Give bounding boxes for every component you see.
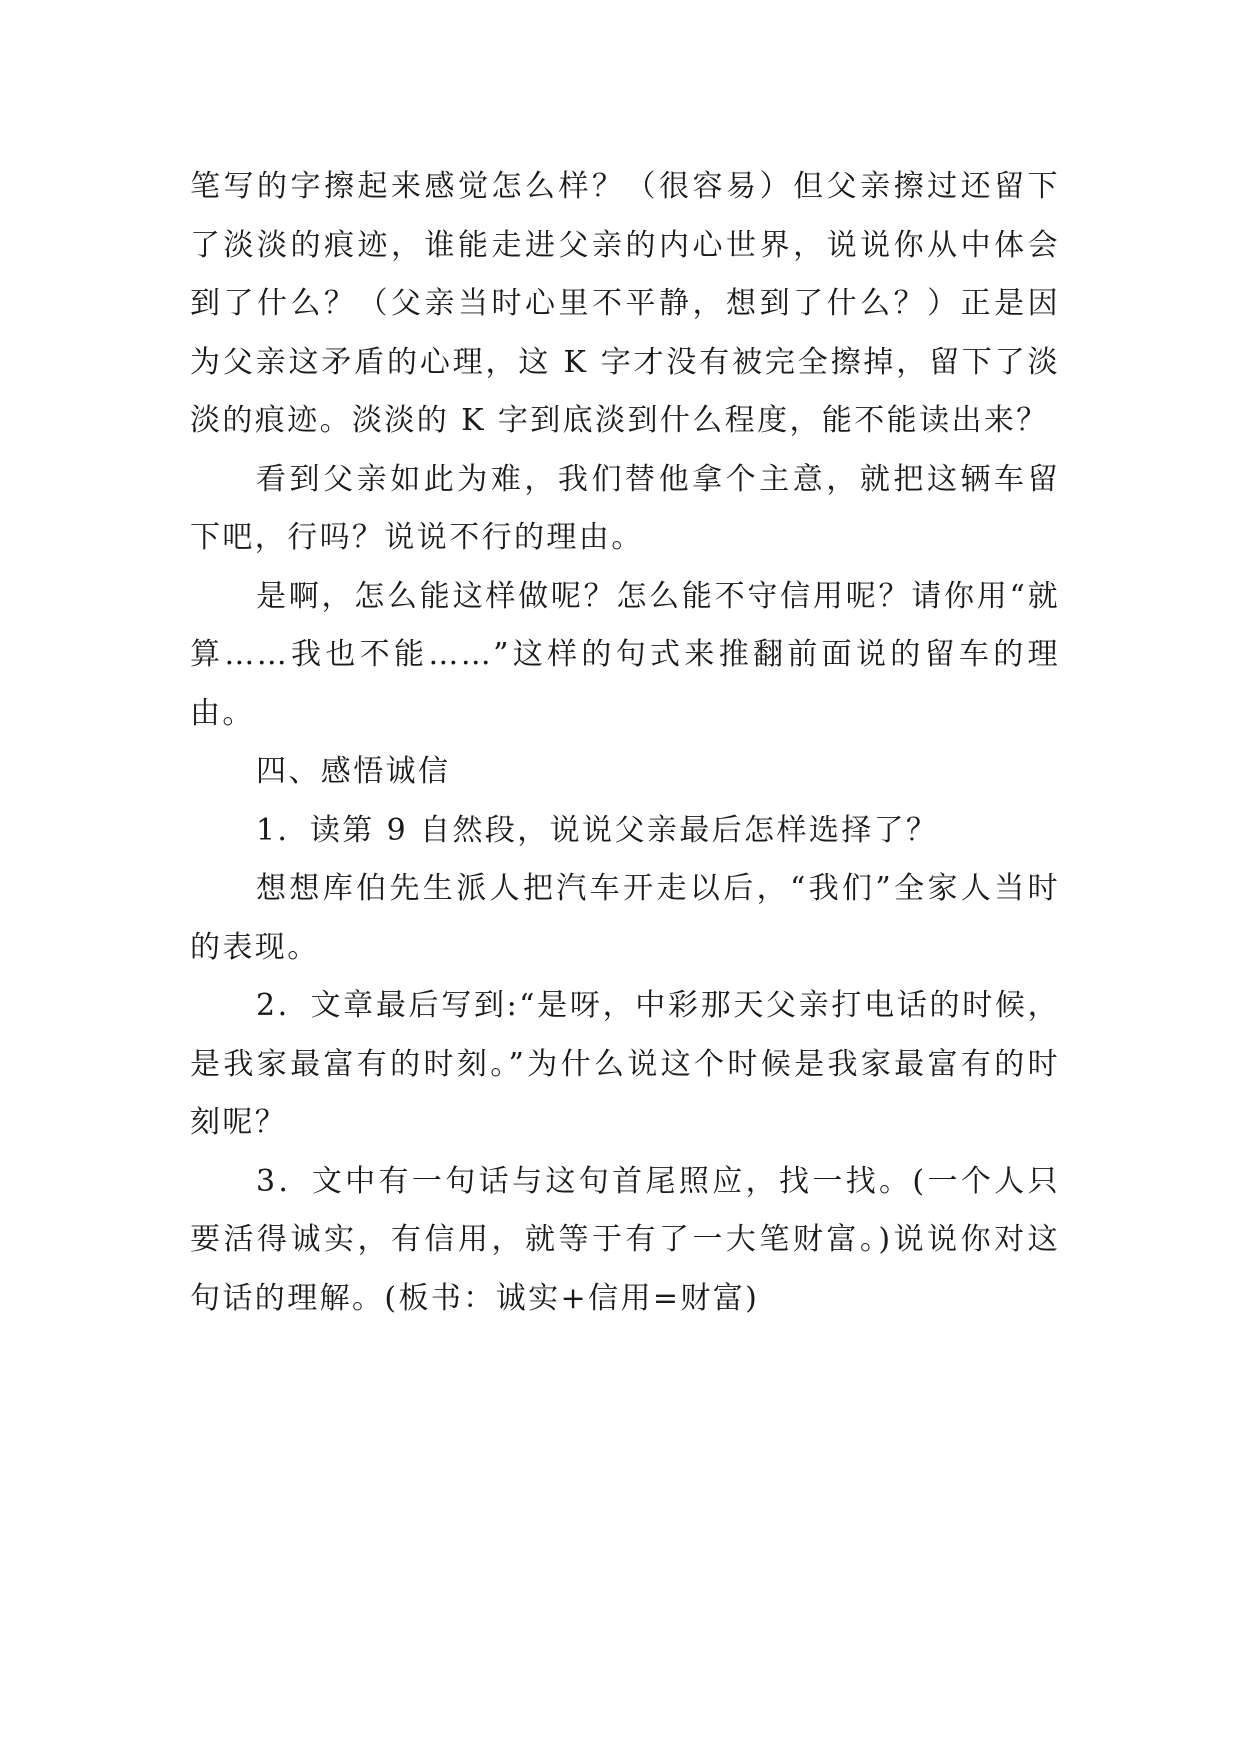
list-item-1: 1．读第 9 自然段，说说父亲最后怎样选择了？	[256, 812, 939, 848]
paragraph-sentence-pattern: 是啊，怎么能这样做呢？怎么能不守信用呢？请你用“就算……我也不能……”这样的句式来推翻前面说的留车的理由。	[190, 578, 1060, 731]
paragraph-keep-car-question: 看到父亲如此为难，我们替他拿个主意，就把这辆车留下吧，行吗？说说不行的理由。	[190, 461, 1060, 555]
list-item-2: 2．文章最后写到:“是呀，中彩那天父亲打电话的时候，是我家最富有的时刻。”为什么说这个时候是我家最富有的时刻呢？	[190, 988, 1060, 1140]
paragraph-continued: 笔写的字擦起来感觉怎么样？（很容易）但父亲擦过还留下了淡淡的痕迹，谁能走进父亲的内心世界，说说你从中体会到了什么？（父亲当时心里不平静，想到了什么？）正是因为父亲这矛盾的心理，这 K 字才没有被完全擦掉，留下了淡淡的痕迹。淡淡的 K 字到底淡到什么程度，能不能读出来？	[190, 169, 1060, 438]
list-item-3: 3．文中有一句话与这句首尾照应，找一找。(一个人只要活得诚实，有信用，就等于有了一大笔财富。)说说你对这句话的理解。(板书：诚实+信用=财富)	[190, 1163, 1060, 1316]
section-heading: 四、感悟诚信	[256, 754, 451, 789]
paragraph-family-reaction: 想想库伯先生派人把汽车开走以后，“我们”全家人当时的表现。	[190, 871, 1060, 965]
document-body	[190, 158, 1060, 1328]
